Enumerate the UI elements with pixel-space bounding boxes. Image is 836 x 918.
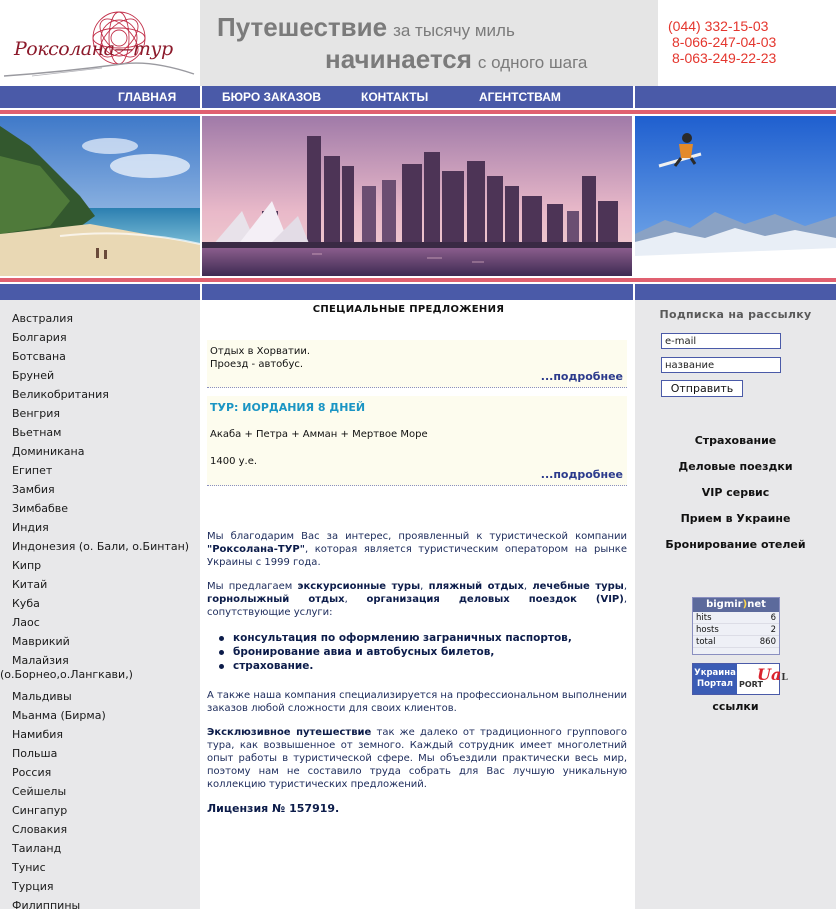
country-link-brunei[interactable]: Бруней [12, 369, 55, 382]
counter-label: total [696, 637, 716, 647]
list-item: бронирование авиа и автобусных билетов, [233, 645, 627, 659]
nav-item-agencies[interactable]: АГЕНТСТВАМ [479, 90, 561, 104]
about-text: Мы предлагаем [207, 581, 298, 592]
nav-item-order-bureau[interactable]: БЮРО ЗАКАЗОВ [222, 90, 322, 104]
country-link-zambia[interactable]: Замбия [12, 483, 55, 496]
services-paragraph: Мы предлагаем экскурсионные туры, пляжный отдых, лечебные туры, горнолыжный отдых, организация деловых поездок (VIP), сопутствующие услуги: [207, 581, 628, 618]
slogan-line-2-big: начинается [325, 44, 472, 74]
counter-value: 6 [770, 613, 776, 623]
country-link-malaysia-sub: (о.Борнео,о.Лангкави,) [0, 668, 133, 681]
counter-brand: bigmir [706, 599, 743, 610]
snowboarder-photo [635, 116, 836, 276]
exclusive-label: Эксклюзивное путешествие [207, 727, 372, 738]
country-link-egypt[interactable]: Египет [12, 464, 53, 477]
country-sidebar [0, 300, 200, 912]
about-paragraph: А также наша компания специализируется на профессиональном выполнении заказов любой сложности для своих клиентов. [207, 690, 627, 714]
bigmir-counter[interactable] [692, 597, 780, 655]
send-button[interactable]: Отправить [661, 380, 743, 397]
banner-images [0, 116, 836, 276]
beach-photo [0, 116, 200, 276]
counter-row [693, 636, 779, 648]
tour-type: пляжный отдых [428, 581, 524, 592]
nav-item-contacts[interactable]: КОНТАКТЫ [361, 90, 429, 104]
about-text: так же далеко от традиционного группового тура, как возвышенное от земного. Каждый сотрудник имеет многолетний опыт работы в туристической сфере. Мы объездили практически весь мир, поэтому нам не составило труда собрать для Вас лучшую уникальную коллекцию туристических предложений. [207, 727, 628, 790]
newsletter-title: Подписка на рассылку [659, 308, 812, 321]
country-link-slovakia[interactable]: Словакия [12, 823, 68, 836]
offer-price: 1400 у.е. [210, 456, 258, 467]
country-list [0, 312, 200, 918]
license-number: Лицензия № 157919. [207, 802, 340, 815]
secondary-bar [0, 284, 836, 300]
country-link-hungary[interactable]: Венгрия [12, 407, 61, 420]
country-link-myanmar[interactable]: Мьанма (Бирма) [12, 709, 106, 722]
link-business-trips[interactable]: Деловые поездки [678, 460, 793, 473]
slogan-line-1-big: Путешествие [217, 12, 388, 42]
counter-label: hosts [696, 625, 719, 635]
country-link-cyprus[interactable]: Кипр [12, 559, 42, 572]
portal-text: Портал [697, 679, 733, 689]
logo-swoosh-icon [2, 52, 196, 78]
country-link-laos[interactable]: Лаос [12, 616, 40, 629]
about-paragraph [207, 530, 627, 569]
tour-type: организация деловых поездок (VIP) [366, 594, 624, 605]
bar-separator [200, 284, 202, 300]
offer-more-link[interactable]: ...подробнее [540, 370, 623, 383]
country-link-botswana[interactable]: Ботсвана [12, 350, 66, 363]
portal-port-text: PORT [739, 680, 763, 689]
phone-1: (044) 332-15-03 [668, 18, 769, 34]
about-paragraph [207, 726, 627, 791]
offer-text: Проезд - автобус. [210, 359, 304, 370]
country-link-turkey[interactable]: Турция [12, 880, 54, 893]
tour-type: экскурсионные туры [297, 581, 421, 592]
ua-logo-suffix: L [781, 673, 788, 683]
divider-stripe [0, 110, 836, 114]
site-logo[interactable] [0, 8, 198, 82]
country-link-bulgaria[interactable]: Болгария [12, 331, 67, 344]
country-link-zimbabwe[interactable]: Зимбабве [12, 502, 69, 515]
country-link-china[interactable]: Китай [12, 578, 48, 591]
counter-value: 860 [759, 637, 776, 647]
slogan-line-1-small: за тысячу миль [393, 21, 515, 40]
link-reception-ukraine[interactable]: Прием в Украине [680, 512, 791, 525]
counter-value: 2 [770, 625, 776, 635]
nav-separator [200, 86, 202, 108]
right-sidebar [635, 300, 836, 909]
country-link-tunisia[interactable]: Тунис [12, 861, 46, 874]
services-list [233, 631, 627, 673]
phone-2: 8-066-247-04-03 [672, 34, 777, 50]
link-vip-service[interactable]: VIP сервис [701, 486, 770, 499]
ua-logo-text: Ua [757, 665, 782, 684]
tour-type: лечебные туры [532, 581, 624, 592]
slogan-line-2 [325, 44, 587, 75]
list-item: консультация по оформлению заграничных паспортов, [233, 631, 627, 645]
offer-more-link[interactable]: ...подробнее [540, 468, 623, 481]
counter-brand: net [747, 599, 766, 610]
country-link-cuba[interactable]: Куба [12, 597, 40, 610]
counter-row [693, 612, 779, 624]
tour-type: горнолыжный отдых [207, 594, 345, 605]
link-hotel-booking[interactable]: Бронирование отелей [665, 538, 806, 551]
offer-route: Акаба + Петра + Амман + Мертвое Море [210, 429, 428, 440]
nav-separator [633, 86, 635, 108]
special-offers-title: СПЕЦИАЛЬНЫЕ ПРЕДЛОЖЕНИЯ [312, 304, 505, 315]
email-input[interactable] [661, 333, 781, 349]
counter-brand: ) [742, 599, 748, 610]
country-link-russia[interactable]: Россия [12, 766, 52, 779]
portal-text: Украина [694, 668, 736, 678]
offer-text: Отдых в Хорватии. [210, 346, 311, 357]
header [0, 0, 836, 86]
bar-separator [633, 284, 635, 300]
country-link-poland[interactable]: Польша [12, 747, 58, 760]
country-link-singapore[interactable]: Сингапур [12, 804, 68, 817]
phone-numbers [668, 18, 828, 66]
list-item: страхование. [233, 659, 627, 673]
counter-row [693, 624, 779, 636]
country-link-mauritius[interactable]: Маврикий [12, 635, 70, 648]
about-company [207, 530, 627, 826]
link-insurance[interactable]: Страхование [694, 434, 777, 447]
country-link-australia[interactable]: Австралия [12, 312, 73, 325]
slogan-line-2-small: с одного шага [477, 53, 588, 72]
offer-title[interactable]: ТУР: ИОРДАНИЯ 8 ДНЕЙ [210, 401, 366, 414]
slogan-banner [200, 0, 658, 86]
country-link-malaysia[interactable] [0, 654, 200, 690]
offer-card-croatia [207, 340, 627, 388]
slogan-line-1 [217, 12, 515, 43]
main-nav [0, 86, 836, 108]
country-link-philippines[interactable]: Филиппины [12, 899, 81, 912]
portal-label [693, 664, 737, 694]
country-link-seychelles[interactable]: Сейшелы [12, 785, 67, 798]
country-link-great-britain[interactable]: Великобритания [12, 388, 109, 401]
country-link-malaysia-label: Малайзия [12, 654, 69, 667]
country-link-thailand[interactable]: Таиланд [12, 842, 62, 855]
links-label[interactable]: ссылки [712, 700, 759, 713]
country-link-indonesia[interactable]: Индонезия (о. Бали, о.Бинтан) [12, 540, 190, 553]
about-text: , которая является туристическим оператором на рынке Украины с 1999 года. [207, 544, 627, 568]
ua-logo-icon [757, 665, 788, 684]
about-text: Мы благодарим Вас за интерес, проявленный к туристической компании [207, 531, 627, 542]
main-content [202, 300, 633, 909]
country-link-india[interactable]: Индия [12, 521, 49, 534]
sydney-skyline-photo [202, 116, 632, 276]
country-link-namibia[interactable]: Намибия [12, 728, 64, 741]
country-link-maldives[interactable]: Мальдивы [12, 690, 72, 703]
phone-3: 8-063-249-22-23 [672, 50, 777, 66]
bigmir-logo [693, 598, 779, 612]
name-input[interactable] [661, 357, 781, 373]
country-link-vietnam[interactable]: Вьетнам [12, 426, 62, 439]
nav-item-home[interactable]: ГЛАВНАЯ [118, 90, 177, 104]
logo-text: Роксолана—тур [14, 38, 173, 60]
ukraine-portal-banner[interactable] [692, 663, 788, 695]
country-link-dominicana[interactable]: Доминикана [12, 445, 85, 458]
company-name: "Роксолана-ТУР" [207, 544, 305, 555]
about-text: , сопутствующие услуги: [207, 594, 628, 618]
offer-card-jordan [207, 396, 627, 486]
counter-label: hits [696, 613, 712, 623]
